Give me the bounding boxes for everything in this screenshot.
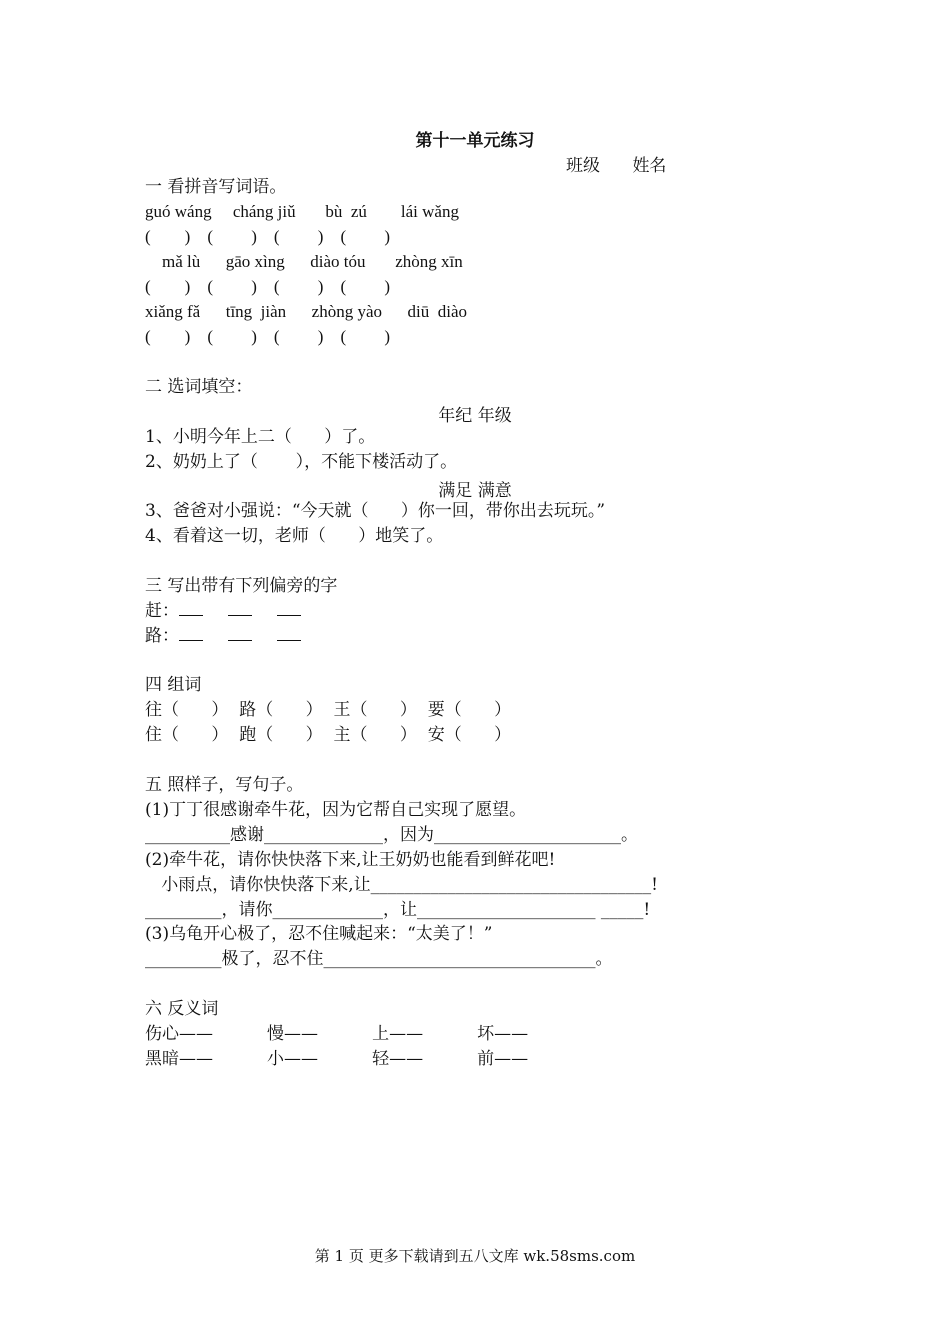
answer-blanks-row-3: ( ) ( ) ( ) ( ) bbox=[145, 327, 391, 346]
section-3-heading: 三 写出带有下列偏旁的字 bbox=[145, 576, 338, 596]
answer-blanks-row-2: ( ) ( ) ( ) ( ) bbox=[145, 277, 391, 296]
question-2: 2、奶奶上了（ ），不能下楼活动了。 bbox=[145, 452, 458, 472]
class-label: 班级 bbox=[566, 156, 600, 176]
radical-label: 赶： bbox=[145, 601, 179, 621]
write-blank bbox=[179, 626, 203, 641]
radical-row-1 bbox=[145, 600, 326, 622]
question-3: 3、爸爸对小强说：“今天就（ ）你一回，带你出去玩玩。” bbox=[145, 501, 606, 521]
example-sentence-2: (2)牵牛花，请你快快落下来,让王奶奶也能看到鲜花吧! bbox=[145, 850, 556, 870]
write-blank bbox=[179, 601, 203, 616]
pinyin-row-2: mǎ lù gāo xìng diào tóu zhòng xīn bbox=[145, 252, 463, 271]
write-blank bbox=[228, 626, 252, 641]
example-sentence-3: (3)乌龟开心极了，忍不住喊起来：“太美了！” bbox=[145, 924, 493, 944]
fill-line-2: 小雨点，请你快快落下来,让_________________________________! bbox=[145, 875, 658, 895]
section-4-heading: 四 组词 bbox=[145, 675, 202, 695]
section-2-heading: 二 选词填空： bbox=[145, 377, 253, 397]
radical-row-2 bbox=[145, 625, 326, 647]
antonym-row-1: 伤心—— 慢—— 上—— 坏—— bbox=[145, 1024, 529, 1044]
word-choices-2: 满足 满意 bbox=[438, 481, 512, 501]
pinyin-row-3: xiǎng fǎ tīng jiàn zhòng yào diū diào bbox=[145, 302, 467, 321]
section-6-heading: 六 反义词 bbox=[145, 999, 219, 1019]
antonym-row-2: 黑暗—— 小—— 轻—— 前—— bbox=[145, 1049, 529, 1069]
section-5-heading: 五 照样子，写句子。 bbox=[145, 775, 304, 795]
page-title: 第十一单元练习 bbox=[415, 131, 535, 151]
class-name-header bbox=[566, 151, 666, 176]
word-group-row-2: 住（ ） 跑（ ） 主（ ） 安（ ） bbox=[145, 725, 512, 745]
write-blank bbox=[277, 601, 301, 616]
write-blank bbox=[277, 626, 301, 641]
fill-line-1: __________感谢______________，因为______________________。 bbox=[145, 825, 638, 845]
question-4: 4、看着这一切，老师（ ）地笑了。 bbox=[145, 526, 444, 546]
fill-line-4: _________极了，忍不住________________________________。 bbox=[145, 949, 613, 969]
radical-label: 路： bbox=[145, 626, 179, 646]
word-choices-1: 年纪 年级 bbox=[438, 406, 512, 426]
word-group-row-1: 往（ ） 路（ ） 王（ ） 要（ ） bbox=[145, 700, 512, 720]
section-1-heading: 一 看拼音写词语。 bbox=[145, 177, 287, 197]
question-1: 1、小明今年上二（ ）了。 bbox=[145, 427, 376, 447]
fill-line-3: _________，请你_____________，让_____________________ _____! bbox=[145, 900, 651, 920]
example-sentence-1: (1)丁丁很感谢牵牛花，因为它帮自己实现了愿望。 bbox=[145, 800, 527, 820]
write-blank bbox=[228, 601, 252, 616]
answer-blanks-row-1: ( ) ( ) ( ) ( ) bbox=[145, 227, 391, 246]
name-label: 姓名 bbox=[632, 156, 667, 176]
pinyin-row-1: guó wáng cháng jiǔ bù zú lái wǎng bbox=[145, 202, 459, 221]
page-footer: 第 1 页 更多下载请到五八文库 wk.58sms.com bbox=[314, 1247, 636, 1265]
